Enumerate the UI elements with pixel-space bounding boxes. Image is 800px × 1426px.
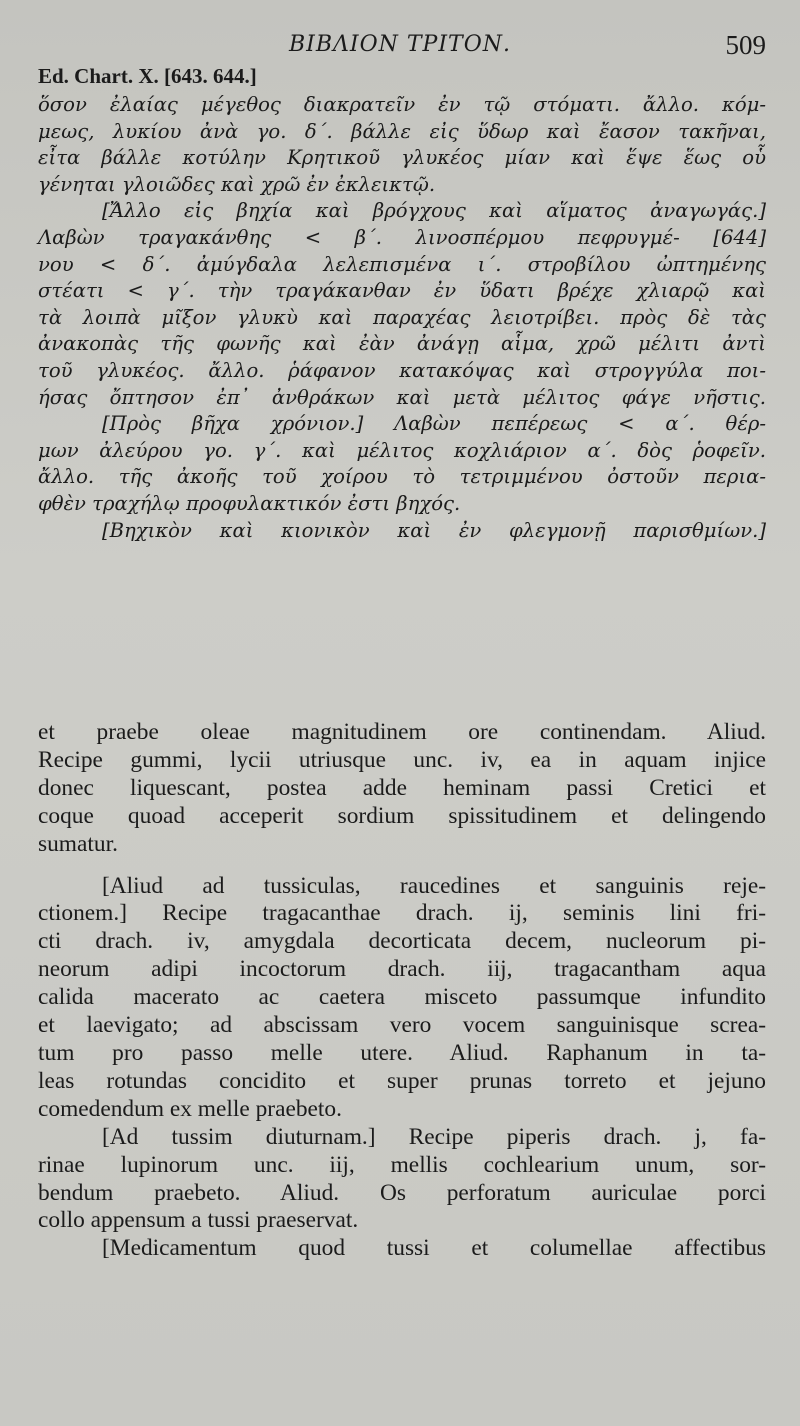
greek-line: φθὲν τραχήλῳ προφυλακτικόν ἐστι βηχός. <box>38 491 461 515</box>
latin-section-heading: [Aliud ad tussiculas, raucedines et sanguinis reje- <box>102 872 766 899</box>
greek-section-heading: [Πρὸς βῆχα χρόνιον.] Λαβὼν πεπέρεως < α΄. θέρ- <box>102 412 766 436</box>
greek-section-heading: [Ἄλλο εἰς βηχία καὶ βρόγχους καὶ αἵματος ἀναγωγάς.] <box>102 199 766 223</box>
latin-line: rinae lupinorum unc. iij, mellis cochlearium unum, sor- <box>38 1151 766 1178</box>
greek-line: ὅσον ἐλαίας μέγεθος διακρατεῖν ἐν τῷ στόματι. ἄλλο. κόμ- <box>38 93 766 116</box>
latin-section-heading: [Ad tussim diuturnam.] Recipe piperis drach. j, fa- <box>102 1123 766 1150</box>
latin-line: bendum praebeto. Aliud. Os perforatum auriculae porci <box>38 1179 766 1206</box>
greek-line: Λαβὼν τραγακάνθης < β΄. λινοσπέρμου πεφρυγμέ- [644] <box>38 225 766 249</box>
greek-line: εἶτα βάλλε κοτύλην Κρητικοῦ γλυκέος μίαν καὶ ἕψε ἕως οὗ <box>38 146 766 170</box>
page-number: 509 <box>725 30 766 60</box>
latin-line: leas rotundas concidito et super prunas torreto et jejuno <box>38 1067 766 1094</box>
latin-line: tum pro passo melle utere. Aliud. Raphanum in ta- <box>38 1039 766 1066</box>
latin-line: calida macerato ac caetera misceto passumque infundito <box>38 984 766 1011</box>
latin-text-block <box>38 719 766 1263</box>
greek-section-heading: [Βηχικὸν καὶ κιονικὸν καὶ ἐν φλεγμονῇ παρισθμίων.] <box>102 518 766 542</box>
greek-line: ἄλλο. τῆς ἀκοῆς τοῦ χοίρου τὸ τετριμμένου ὀστοῦν περια- <box>38 465 766 489</box>
greek-line: μων ἀλεύρου γο. γ΄. καὶ μέλιτος κοχλιάριον α΄. δὸς ῥοφεῖν. <box>38 438 766 462</box>
running-title: BIBΛΙΟΝ ΤΡΙΤΟΝ. <box>288 32 511 57</box>
latin-line: neorum adipi incoctorum drach. iij, tragacantham aqua <box>38 956 766 983</box>
greek-line: νου < δ΄. ἀμύγδαλα λελεπισμένα ι΄. στροβίλου ὠπτημένης <box>38 252 766 276</box>
latin-line: cti drach. iv, amygdala decorticata decem, nucleorum pi- <box>38 928 766 955</box>
greek-line: μεως, λυκίου ἀνὰ γο. δ΄. βάλλε εἰς ὕδωρ καὶ ἔασον τακῆναι, <box>38 119 766 143</box>
greek-line: τὰ λοιπὰ μῖξον γλυκὺ καὶ παραχέας λειοτρίβει. πρὸς δὲ τὰς <box>38 305 766 329</box>
latin-line: collo appensum a tussi praeservat. <box>38 1207 359 1234</box>
greek-line: ήσας ὄπτησον ἐπ᾽ ἀνθράκων καὶ μετὰ μέλιτος φάγε νῆστις. <box>38 385 766 409</box>
latin-line: coque quoad acceperit sordium spissitudinem et delingendo <box>38 802 766 829</box>
running-header <box>0 30 800 66</box>
latin-line: et laevigato; ad abscissam vero vocem sanguinisque screa- <box>38 1012 766 1039</box>
greek-text-block <box>38 92 766 544</box>
latin-line: et praebe oleae magnitudinem ore continendam. Aliud. <box>38 719 766 745</box>
greek-line: στέατι < γ΄. τὴν τραγάκανθαν ἐν ὕδατι βρέχε χλιαρῷ καὶ <box>38 279 766 303</box>
latin-line: Recipe gummi, lycii utriusque unc. iv, ea in aquam injice <box>38 746 766 773</box>
greek-line: γένηται γλοιῶδες καὶ χρῶ ἐν ἐκλεικτῷ. <box>38 172 436 196</box>
latin-line: donec liquescant, postea adde heminam passi Cretici et <box>38 774 766 801</box>
latin-section-heading: [Medicamentum quod tussi et columellae affectibus <box>102 1235 766 1262</box>
greek-line: ἀνακοπὰς τῆς φωνῆς καὶ ἐὰν ἀνάγῃ αἷμα, χρῶ μέλιτι ἀντὶ <box>38 332 766 356</box>
edition-reference: Ed. Chart. X. [643. 644.] <box>38 64 257 88</box>
latin-line: comedendum ex melle praebeto. <box>38 1095 342 1122</box>
latin-line: ctionem.] Recipe tragacanthae drach. ij, seminis lini fri- <box>38 900 766 927</box>
paragraph-gap <box>38 859 766 873</box>
latin-line: sumatur. <box>38 830 118 857</box>
greek-line: τοῦ γλυκέος. ἄλλο. ῥάφανον κατακόψας καὶ στρογγύλα ποι- <box>38 358 766 382</box>
